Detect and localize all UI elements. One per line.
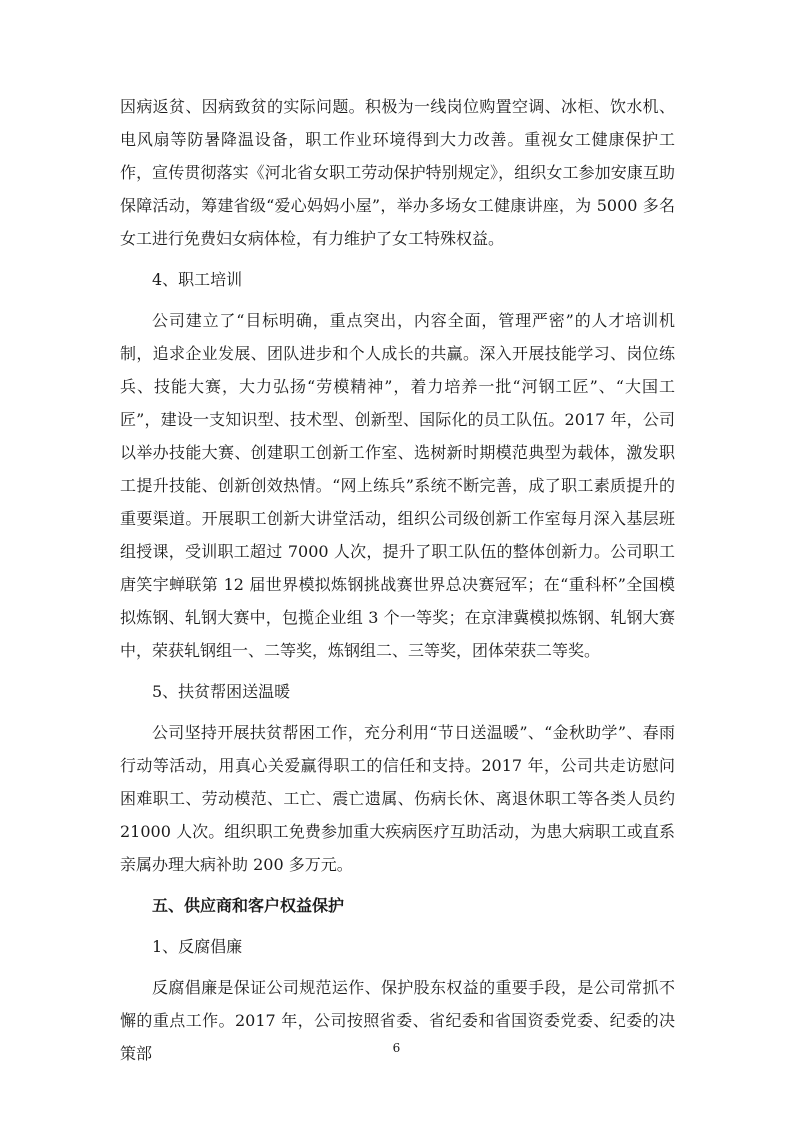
subheading-employee-training: 4、职工培训 (152, 270, 243, 289)
paragraph-employee-training: 公司建立了“目标明确，重点突出，内容全面，管理严密”的人才培训机制，追求企业发展、团队进步和个人成长的共赢。深入开展技能学习、岗位练兵、技能大赛，大力弘扬“劳模精神”，着力培养一批“河钢工匠”、“大国工匠”，建设一支知识型、技术型、创新型、国际化的员工队伍。2017 年，公司以举办技能大赛、创建职工创新工作室、选树新时期模范典型为载体，激发职工提升技能、创新创效热情。“网上练兵”系统不断完善，成了职工素质提升的重要渠道。开展职工创新大讲堂活动，组织公司级创新工作室每月深入基层班组授课，受训职工超过 7000 人次，提升了职工队伍的整体创新力。公司职工唐笑宇蝉联第 12 届世界模拟炼钢挑战赛世界总决赛冠军；在“重科杯”全国模拟炼钢、轧钢大赛中，包揽企业组 3 个一等奖；在京津冀模拟炼钢、轧钢大赛中，荣获轧钢组一、二等奖，炼钢组二、三等奖，团体荣获二等奖。 (120, 311, 675, 660)
paragraph-female-worker-protection: 因病返贫、因病致贫的实际问题。积极为一线岗位购置空调、冰柜、饮水机、电风扇等防暑降温设备，职工作业环境得到大力改善。重视女工健康保护工作，宣传贯彻落实《河北省女职工劳动保护特别规定》，组织女工参加安康互助保障活动，筹建省级“爱心妈妈小屋”，举办多场女工健康讲座，为 5000 多名女工进行免费妇女病体检，有力维护了女工特殊权益。 (120, 97, 675, 248)
subheading-poverty-relief: 5、扶贫帮困送温暖 (152, 682, 291, 701)
paragraph-poverty-relief: 公司坚持开展扶贫帮困工作，充分利用“节日送温暖”、“金秋助学”、春雨行动等活动，用真心关爱赢得职工的信任和支持。2017 年，公司共走访慰问困难职工、劳动模范、工亡、震亡遗属、伤病长休、离退休职工等各类人员约 21000 人次。组织职工免费参加重大疾病医疗互助活动，为患大病职工或直系亲属办理大病补助 200 多万元。 (120, 723, 675, 874)
page-content (120, 90, 675, 1078)
section-heading-supplier-customer-rights: 五、供应商和客户权益保护 (152, 896, 345, 915)
subheading-anti-corruption: 1、反腐倡廉 (152, 937, 243, 956)
paragraph-anti-corruption: 反腐倡廉是保证公司规范运作、保护股东权益的重要手段，是公司常抓不懈的重点工作。2017 年，公司按照省委、省纪委和省国资委党委、纪委的决策部 (120, 978, 675, 1063)
page-number: 6 (392, 1041, 401, 1055)
